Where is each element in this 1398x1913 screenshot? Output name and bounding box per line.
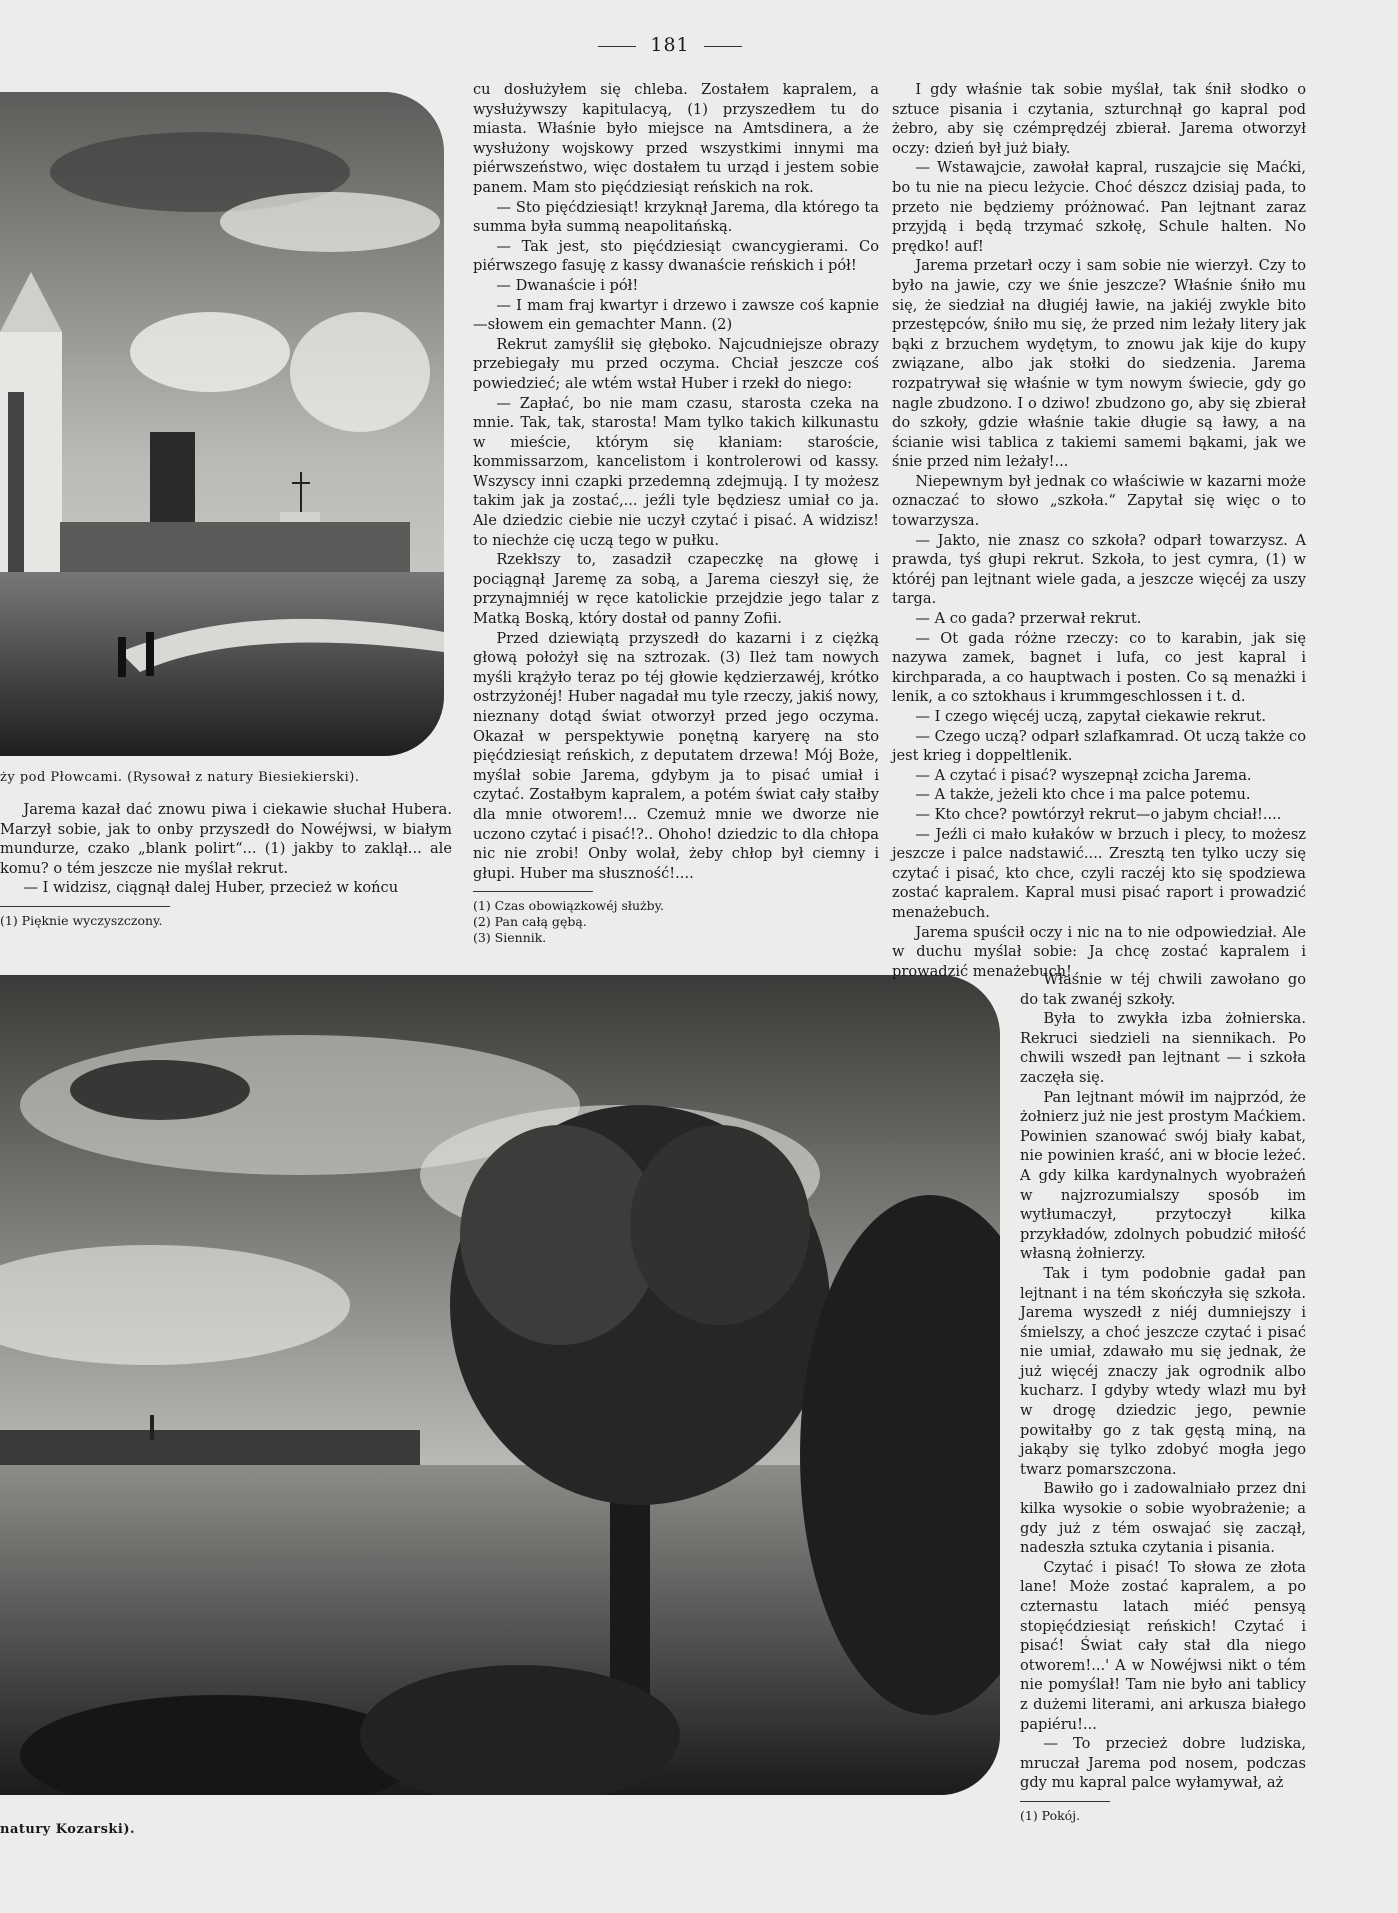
paragraph: — Ot gada różne rzeczy: co to karabin, jak się nazywa zamek, bagnet i lufa, co jest kapral i kirchparada, a co hauptwach i posten. Co są menażki i lenik, a co sztokhaus i krummgeschlossen i t. d. [892, 629, 1306, 706]
middle-column [473, 80, 879, 946]
footnote-separator [0, 906, 170, 907]
footnote: (3) Siennik. [473, 930, 547, 946]
paragraph: cu dosłużyłem się chleba. Zostałem kapralem, a wysłużywszy kapitulacyą, (1) przyszedłem tu do miasta. Właśnie było miejsce na Amtsdinera, a że wysłużony wojskowy przed wszystkimi innymi ma piérwszeństwo, więc dostałem tu urząd i jestem sobie panem. Mam sto pięćdziesiąt reńskich na rok. [473, 81, 879, 196]
paragraph: — A także, jeżeli kto chce i ma palce potemu. [915, 786, 1251, 804]
top-engraving [0, 92, 444, 756]
paragraph: Pan lejtnant mówił im najprzód, że żołnierz już nie jest prostym Maćkiem. Powinien szanować swój biały kabat, nie powinien kraść, ani w błocie leżeć. A gdy kilka kardynalnych wyobrażeń w najzrozumialszy sposób im wytłumaczył, przytoczył kilka przykładów, zdolnych pobudzić miłość własną żołnierzy. [1020, 1088, 1306, 1263]
footnote: (1) Pięknie wyczyszczony. [0, 912, 163, 928]
paragraph: — Tak jest, sto pięćdziesiąt cwancygierami. Co piérwszego fasuję z kassy dwanaście reńskich i pół! [473, 237, 879, 275]
footnote: (1) Pokój. [1020, 1807, 1081, 1823]
paragraph: — Jeźli ci mało kułaków w brzuch i plecy, to możesz jeszcze i palce nadstawić.... Zresztą ten tylko uczy się czytać i pisać, kto chce, czyli raczéj kto się spodziewa zostać kapralem. Kapral musi pisać raport i prowadzić menażebuch. [892, 825, 1306, 921]
right-column [892, 80, 1306, 981]
bottom-engraving-drawing [0, 975, 1000, 1795]
paragraph: Czytać i pisać! To słowa ze złota lane! Może zostać kapralem, a po czternastu latach miéć pensyą stopięćdziesiąt reńskich! Czytać i pisać! Świat cały stał dla niego otworem!...' A w Nowéjwsi nikt o tém nie pomyślał! Tam nie było ani tablicy z dużemi literami, ani arkusza białego papiéru!... [1020, 1558, 1306, 1733]
paragraph: Jarema przetarł oczy i sam sobie nie wierzył. Czy to było na jawie, czy we śnie jeszcze? Właśnie śniło mu się, że siedział na długiéj ławie, na jakiéj zwykle bito przestępców, śniło mu się, że przed nim leżały litery jak bąki z brzuchem wydętym, to znowu jak kije do kupy związane, albo jak stołki do siedzenia. Jarema rozpatrywał się właśnie w tym nowym świecie, gdy go nagle zbudzono. I o dziwo! zbudzono go, aby się zbierał do szkoły, gdzie właśnie takie długie są ławy, a na ścianie wisi tablica z takiemi samemi bąkami, jak we śnie przed nim leżały!... [892, 257, 1306, 471]
paragraph: — Dwanaście i pół! [496, 276, 639, 294]
bottom-engraving [0, 975, 1000, 1795]
paragraph: — A co gada? przerwał rekrut. [915, 610, 1142, 628]
paragraph: Bawiło go i zadowalniało przez dni kilka wysokie o sobie wyobrażenie; a gdy już z tém oswajać się zaczął, nadeszła sztuka czytania i pisania. [1020, 1480, 1306, 1557]
paragraph: — I mam fraj kwartyr i drzewo i zawsze coś kapnie—słowem ein gemachter Mann. (2) [473, 296, 879, 334]
paragraph: — Zapłać, bo nie mam czasu, starosta czeka na mnie. Tak, tak, starosta! Mam tylko takich kilkunastu w mieście, którym się kłaniam: staroście, kommissarzom, kancelistom i kontrolerowi od kassy. Wszyscy inni czapki przedemną zdejmują. I ty możesz takim jak ja zostać,... jeźli tyle będziesz umiał co ja. Ale dziedzic ciebie nie uczył czytać i pisać. A widzisz! to niechże cię uczą tego w pułku. [473, 394, 879, 549]
paragraph: — Czego uczą? odparł szlafkamrad. Ot uczą także co jest krieg i doppeltlenik. [892, 727, 1306, 765]
paragraph: Jarema spuścił oczy i nic na to nie odpowiedział. Ale w duchu myślał sobie: Ja chcę zostać kapralem i prowadzić menażebuch! [892, 923, 1306, 980]
paragraph: — Sto pięćdziesiąt! krzyknął Jarema, dla którego ta summa była summą neapolitańską. [473, 198, 879, 236]
top-engraving-caption: ży pod Płowcami. (Rysował z natury Biesiekierski). [0, 770, 360, 785]
paragraph: — Kto chce? powtórzył rekrut—o jabym chciał!.... [915, 805, 1282, 823]
footnote: (2) Pan całą gębą. [473, 914, 587, 930]
top-engraving-drawing [0, 92, 444, 756]
paragraph: Tak i tym podobnie gadał pan lejtnant i na tém skończyła się szkoła. Jarema wyszedł z niéj dumniejszy i śmielszy, a choć jeszcze czytać i pisać nie umiał, zdawało mu się jednak, że już więcéj znaczy jak ogrodnik albo kucharz. I gdyby wtedy wlazł mu był w drogę dziedzic jego, pewnie powitałby go z tak gęstą miną, na jakąby się tylko zdobyć mogła jego twarz pomarszczona. [1020, 1264, 1306, 1478]
footnote: (1) Czas obowiązkowéj służby. [473, 898, 664, 914]
paragraph: Właśnie w téj chwili zawołano go do tak zwanéj szkoły. [1020, 971, 1306, 1008]
footnote-separator [1020, 1801, 1110, 1802]
paragraph: — To przecież dobre ludziska, mruczał Jarema pod nosem, podczas gdy mu kapral palce wyłamywał, aż [1020, 1735, 1306, 1792]
paragraph: Była to zwykła izba żołnierska. Rekruci siedzieli na siennikach. Po chwili wszedł pan lejtnant — i szkoła zaczęła się. [1020, 1010, 1306, 1086]
paragraph: — I czego więcéj uczą, zapytał ciekawie rekrut. [915, 708, 1266, 725]
left-column [0, 800, 452, 929]
paragraph: — A czytać i pisać? wyszepnął zcicha Jarema. [915, 766, 1252, 784]
paragraph: Rzekłszy to, zasadził czapeczkę na głowę i pociągnął Jaremę za sobą, a Jarema cieszył się, że przynajmniéj w ręce katolickie przejdzie jego talar z Matką Boską, który dostał od panny Zofii. [473, 551, 879, 628]
page-number: 181 [580, 34, 760, 56]
paragraph: — Jakto, nie znasz co szkoła? odparł towarzysz. A prawda, tyś głupi rekrut. Szkoła, to jest cymra, (1) w któréj pan lejtnant wiele gada, a jeszcze więcéj za uszy targa. [892, 531, 1306, 608]
right-narrow-column [1020, 970, 1306, 1824]
paragraph: Przed dziewiątą przyszedł do kazarni i z ciężką głową położył się na sztrozak. (3) Ileż tam nowych myśli krążyło teraz po téj głowie kędzierzawéj, krótko ostrzyżonéj! Huber nagadał mu tyle rzeczy, jakiś nowy, nieznany dotąd świat otworzył przed jego oczyma. Okazał w perspektywie ponętną karyerę na sto pięćdziesiąt reńskich, z deputatem drzewa! Mój Boże, myślał sobie Jarema, gdybym ja to pisać umiał i czytać. Zostałbym kapralem, a potém świat cały stałby dla mnie otworem!... Czemuż mnie we dworze nie uczono czytać i pisać!?.. Ohoho! dziedzic to dla chłopa nic nie zrobi! Onby wolał, żeby chłop był ciemny i głupi. Huber ma słuszność!.... [473, 629, 879, 882]
paragraph: — Wstawajcie, zawołał kapral, ruszajcie się Maćki, bo tu nie na piecu leżycie. Choć dészcz dzisiaj pada, to przeto nie będziemy próżnować. Pan lejtnant zaraz przyjdą i będą trzymać szkołę, Schule halten. No prędko! auf! [892, 159, 1306, 255]
bottom-engraving-caption: natury Kozarski). [0, 1822, 136, 1837]
paragraph: Jarema kazał dać znowu piwa i ciekawie słuchał Hubera. Marzył sobie, jak to onby przyszedł do Nowéjwsi, w białym mundurze, czako „blank polirt“... (1) jakby to zaklął... ale komu? o tém jeszcze nie myślał rekrut. [0, 801, 452, 877]
paragraph: Niepewnym był jednak co właściwie w kazarni może oznaczać to słowo „szkoła.“ Zapytał się więc o to towarzysza. [892, 472, 1306, 530]
footnote-separator [473, 891, 593, 892]
paragraph: — I widzisz, ciągnął dalej Huber, przecież w końcu [23, 879, 399, 897]
paragraph: Rekrut zamyślił się głęboko. Najcudniejsze obrazy przebiegały mu przed oczyma. Chciał jeszcze coś powiedzieć; ale wtém wstał Huber i rzekł do niego: [473, 335, 879, 392]
paragraph: I gdy właśnie tak sobie myślał, tak śnił słodko o sztuce pisania i czytania, szturchnął go kapral pod żebro, aby się czémprędzéj zbierał. Jarema otworzył oczy: dzień był już biały. [892, 81, 1306, 157]
